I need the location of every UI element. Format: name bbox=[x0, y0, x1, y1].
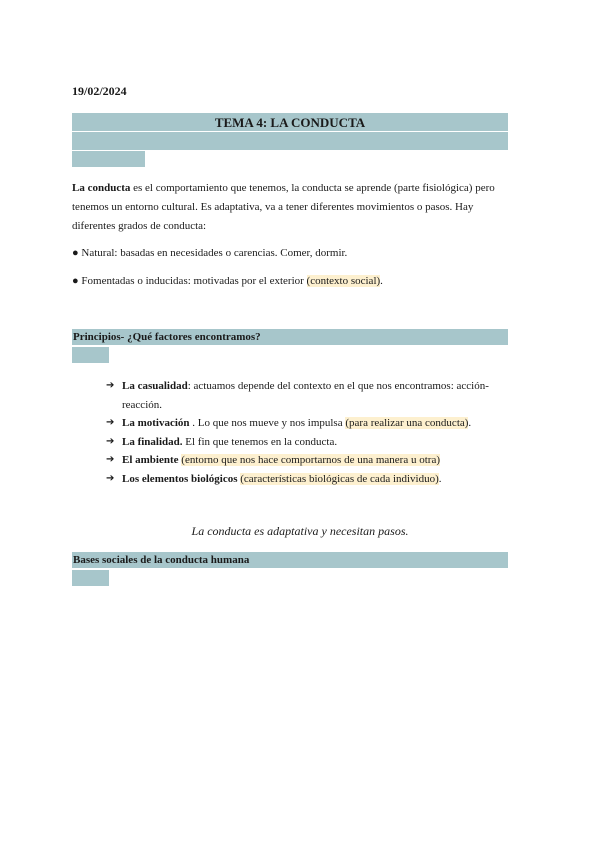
title-bar-stub bbox=[72, 151, 145, 167]
item-after: . bbox=[438, 472, 442, 485]
item-term: La casualidad bbox=[122, 380, 188, 392]
bullet-dot-icon: ● bbox=[72, 275, 79, 287]
item-term: El ambiente bbox=[122, 454, 179, 466]
list-item bbox=[106, 377, 508, 414]
item-term: Los elementos biológicos bbox=[122, 472, 238, 485]
arrow-right-icon: ➔ bbox=[106, 454, 115, 465]
section-title: Principios- ¿Qué factores encontramos? bbox=[73, 331, 261, 343]
list-item bbox=[106, 470, 508, 489]
section-bar-stub bbox=[72, 570, 109, 586]
intro-term: La conducta bbox=[72, 182, 131, 194]
intro-paragraph bbox=[72, 179, 508, 236]
quote: La conducta es adaptativa y necesitan pasos. bbox=[191, 524, 409, 538]
item-text: El fin que tenemos en la conducta. bbox=[182, 435, 338, 448]
bullet-after: . bbox=[380, 275, 383, 287]
bullet-item bbox=[72, 274, 508, 288]
principles-list bbox=[106, 377, 508, 488]
intro-text: es el comportamiento que tenemos, la conducta se aprende (parte fisiológica) pero tenemos un entorno cultural. Es adaptativa, va a tener diferentes movimientos o pasos. Hay diferentes grados de conducta: bbox=[72, 182, 495, 232]
arrow-right-icon: ➔ bbox=[106, 435, 115, 447]
document-date: 19/02/2024 bbox=[72, 84, 127, 98]
item-highlight: (entorno que nos hace comportarnos de una manera u otra) bbox=[181, 454, 440, 466]
arrow-right-icon: ➔ bbox=[106, 417, 115, 428]
list-item bbox=[106, 433, 508, 452]
item-text: . Lo que nos mueve y nos impulsa bbox=[189, 417, 346, 429]
item-text: : actuamos depende del contexto en el que nos encontramos: acción-reacción. bbox=[122, 380, 489, 411]
title-bar-decoration bbox=[72, 132, 508, 150]
bullet-dot-icon: ● bbox=[72, 247, 79, 259]
arrow-right-icon: ➔ bbox=[106, 472, 115, 484]
item-highlight: (características biológicas de cada individuo) bbox=[240, 472, 439, 485]
item-highlight: (para realizar una conducta) bbox=[345, 417, 469, 429]
item-term: La motivación bbox=[122, 417, 190, 429]
bullet-text: Natural: basadas en necesidades o carencias. Comer, dormir. bbox=[81, 247, 348, 259]
list-item bbox=[106, 451, 508, 470]
document-title: TEMA 4: LA CONDUCTA bbox=[214, 115, 366, 130]
bullet-highlight: (contexto social) bbox=[306, 275, 381, 287]
title-bar bbox=[72, 113, 508, 131]
arrow-right-icon: ➔ bbox=[106, 380, 115, 391]
item-after: . bbox=[468, 417, 472, 429]
section-bar-principios bbox=[72, 329, 508, 345]
item-term: La finalidad. bbox=[122, 435, 183, 448]
section-bar-stub bbox=[72, 347, 109, 363]
section-bar-bases bbox=[72, 552, 508, 568]
list-item bbox=[106, 414, 508, 433]
section-title: Bases sociales de la conducta humana bbox=[73, 554, 250, 566]
bullet-text: Fomentadas o inducidas: motivadas por el exterior bbox=[81, 275, 307, 287]
bullet-item bbox=[72, 246, 508, 260]
